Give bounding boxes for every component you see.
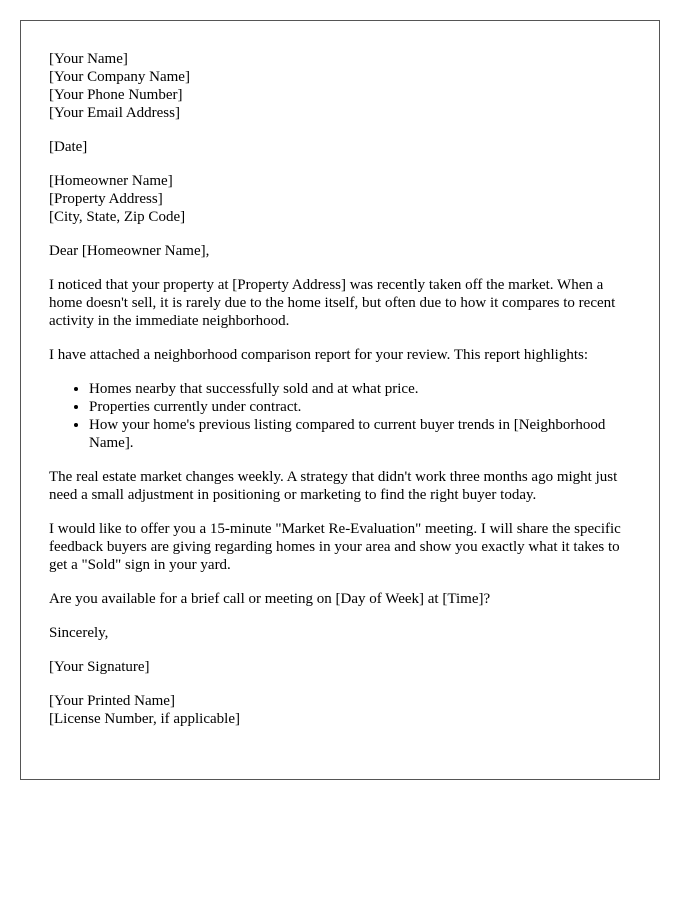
sender-block — [49, 50, 631, 122]
paragraph-offer: I would like to offer you a 15-minute "Market Re-Evaluation" meeting. I will share the specific feedback buyers are giving regarding homes in your area and show you exactly what it takes to get a "Sold" sign in your yard. — [49, 521, 621, 573]
signature: [Your Signature] — [49, 659, 150, 675]
sender-phone: [Your Phone Number] — [49, 87, 183, 103]
paragraph-intro: I noticed that your property at [Property Address] was recently taken off the market. When a home doesn't sell, it is rarely due to the home itself, but often due to how it compares to recent activity in the immediate neighborhood. — [49, 277, 616, 329]
recipient-block — [49, 172, 631, 226]
highlight-item: • Properties currently under contract. — [89, 398, 631, 416]
license-number: [License Number, if applicable] — [49, 711, 240, 727]
sender-email: [Your Email Address] — [49, 105, 180, 121]
salutation: Dear [Homeowner Name], — [49, 243, 210, 259]
recipient-name: [Homeowner Name] — [49, 173, 173, 189]
printed-name-block — [49, 692, 631, 728]
recipient-city-state-zip: [City, State, Zip Code] — [49, 209, 186, 225]
recipient-address: [Property Address] — [49, 191, 163, 207]
highlights-list — [49, 380, 631, 452]
letter-date: [Date] — [49, 139, 88, 155]
highlight-item: • How your home's previous listing compared to current buyer trends in [Neighborhood Name]. — [89, 416, 631, 452]
sender-company: [Your Company Name] — [49, 69, 190, 85]
highlight-item: • Homes nearby that successfully sold and at what price. — [89, 380, 631, 398]
printed-name: [Your Printed Name] — [49, 693, 175, 709]
paragraph-report: I have attached a neighborhood comparison report for your review. This report highlights: — [49, 347, 589, 363]
valediction: Sincerely, — [49, 625, 109, 641]
date-block — [49, 138, 631, 156]
paragraph-question: Are you available for a brief call or meeting on [Day of Week] at [Time]? — [49, 591, 491, 607]
letter-page — [20, 20, 660, 780]
paragraph-market: The real estate market changes weekly. A strategy that didn't work three months ago might just need a small adjustment in positioning or marketing to find the right buyer today. — [49, 469, 618, 503]
sender-name: [Your Name] — [49, 51, 128, 67]
